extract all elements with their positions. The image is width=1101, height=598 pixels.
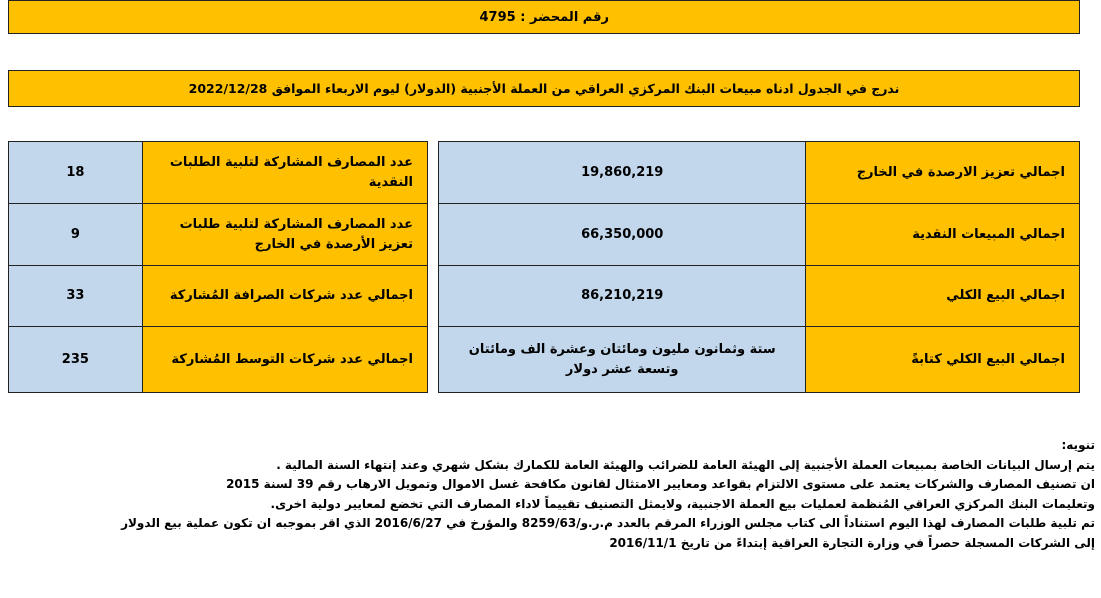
note-line: ان تصنيف المصارف والشركات يعتمد على مستوى الالتزام بقواعد ومعايير الامتثال لقانون مكافحة غسل الاموال وتمويل الارهاب رقم 39 لسنة 2015 bbox=[226, 477, 1095, 491]
participant-count: 9 bbox=[9, 204, 143, 266]
participant-count: 18 bbox=[9, 142, 143, 204]
note-title: تنويه: bbox=[1061, 438, 1095, 452]
participants-table bbox=[8, 141, 428, 393]
sales-label: اجمالي البيع الكلي bbox=[806, 266, 1080, 327]
sales-value: 66,350,000 bbox=[439, 204, 806, 266]
intro-text: ندرج في الجدول ادناه مبيعات البنك المركزي العراقي من العملة الأجنبية (الدولار) ليوم الاربعاء الموافق 2022/12/28 bbox=[188, 81, 900, 96]
sales-table bbox=[438, 141, 1080, 393]
intro-banner bbox=[8, 70, 1080, 107]
table-row bbox=[9, 204, 428, 266]
participant-count: 33 bbox=[9, 266, 143, 327]
participant-label: عدد المصارف المشاركة لتلبية طلبات تعزيز الأرصدة في الخارج bbox=[142, 204, 427, 266]
participant-label: اجمالي عدد شركات التوسط المُشاركة bbox=[142, 327, 427, 393]
table-row bbox=[439, 266, 1080, 327]
sales-label: اجمالي المبيعات النقدية bbox=[806, 204, 1080, 266]
table-row bbox=[439, 142, 1080, 204]
sales-value: 19,860,219 bbox=[439, 142, 806, 204]
table-row bbox=[9, 327, 428, 393]
participant-label: اجمالي عدد شركات الصرافة المُشاركة bbox=[142, 266, 427, 327]
table-row bbox=[439, 204, 1080, 266]
sales-value: ستة وثمانون مليون ومائتان وعشرة الف ومائتان وتسعة عشر دولار bbox=[439, 327, 806, 393]
participant-label: عدد المصارف المشاركة لتلبية الطلبات النقدية bbox=[142, 142, 427, 204]
note-line: وتعليمات البنك المركزي العراقي المُنظمة لعمليات بيع العملة الاجنبية، ولايمثل التصنيف تقييماً لاداء المصارف التي تخضع لمعايير دولية اخرى. bbox=[270, 496, 1095, 511]
sales-label: اجمالي تعزيز الارصدة في الخارج bbox=[806, 142, 1080, 204]
note-line: تم تلبية طلبات المصارف لهذا اليوم استناداً الى كتاب مجلس الوزراء المرقم بالعدد م.ر.و/8259/63 والمؤرخ في 2016/6/27 الذي اقر بموجبه ان تكون عملية بيع الدولار bbox=[121, 516, 1095, 530]
record-number: رقم المحضر : 4795 bbox=[479, 9, 609, 25]
note-line: يتم إرسال البيانات الخاصة بمبيعات العملة الأجنبية إلى الهيئة العامة للضرائب والهيئة العامة للكمارك بشكل شهري وعند إنتهاء السنة المالية . bbox=[276, 457, 1095, 472]
table-row bbox=[9, 142, 428, 204]
sales-value: 86,210,219 bbox=[439, 266, 806, 327]
table-row bbox=[439, 327, 1080, 393]
sales-label: اجمالي البيع الكلي كتابةً bbox=[806, 327, 1080, 393]
note-section bbox=[10, 436, 1095, 553]
note-line: إلى الشركات المسجلة حصراً في وزارة التجارة العراقية إبتداءً من تاريخ 2016/11/1 bbox=[609, 535, 1095, 550]
participant-count: 235 bbox=[9, 327, 143, 393]
table-row bbox=[9, 266, 428, 327]
record-number-bar bbox=[8, 0, 1080, 34]
